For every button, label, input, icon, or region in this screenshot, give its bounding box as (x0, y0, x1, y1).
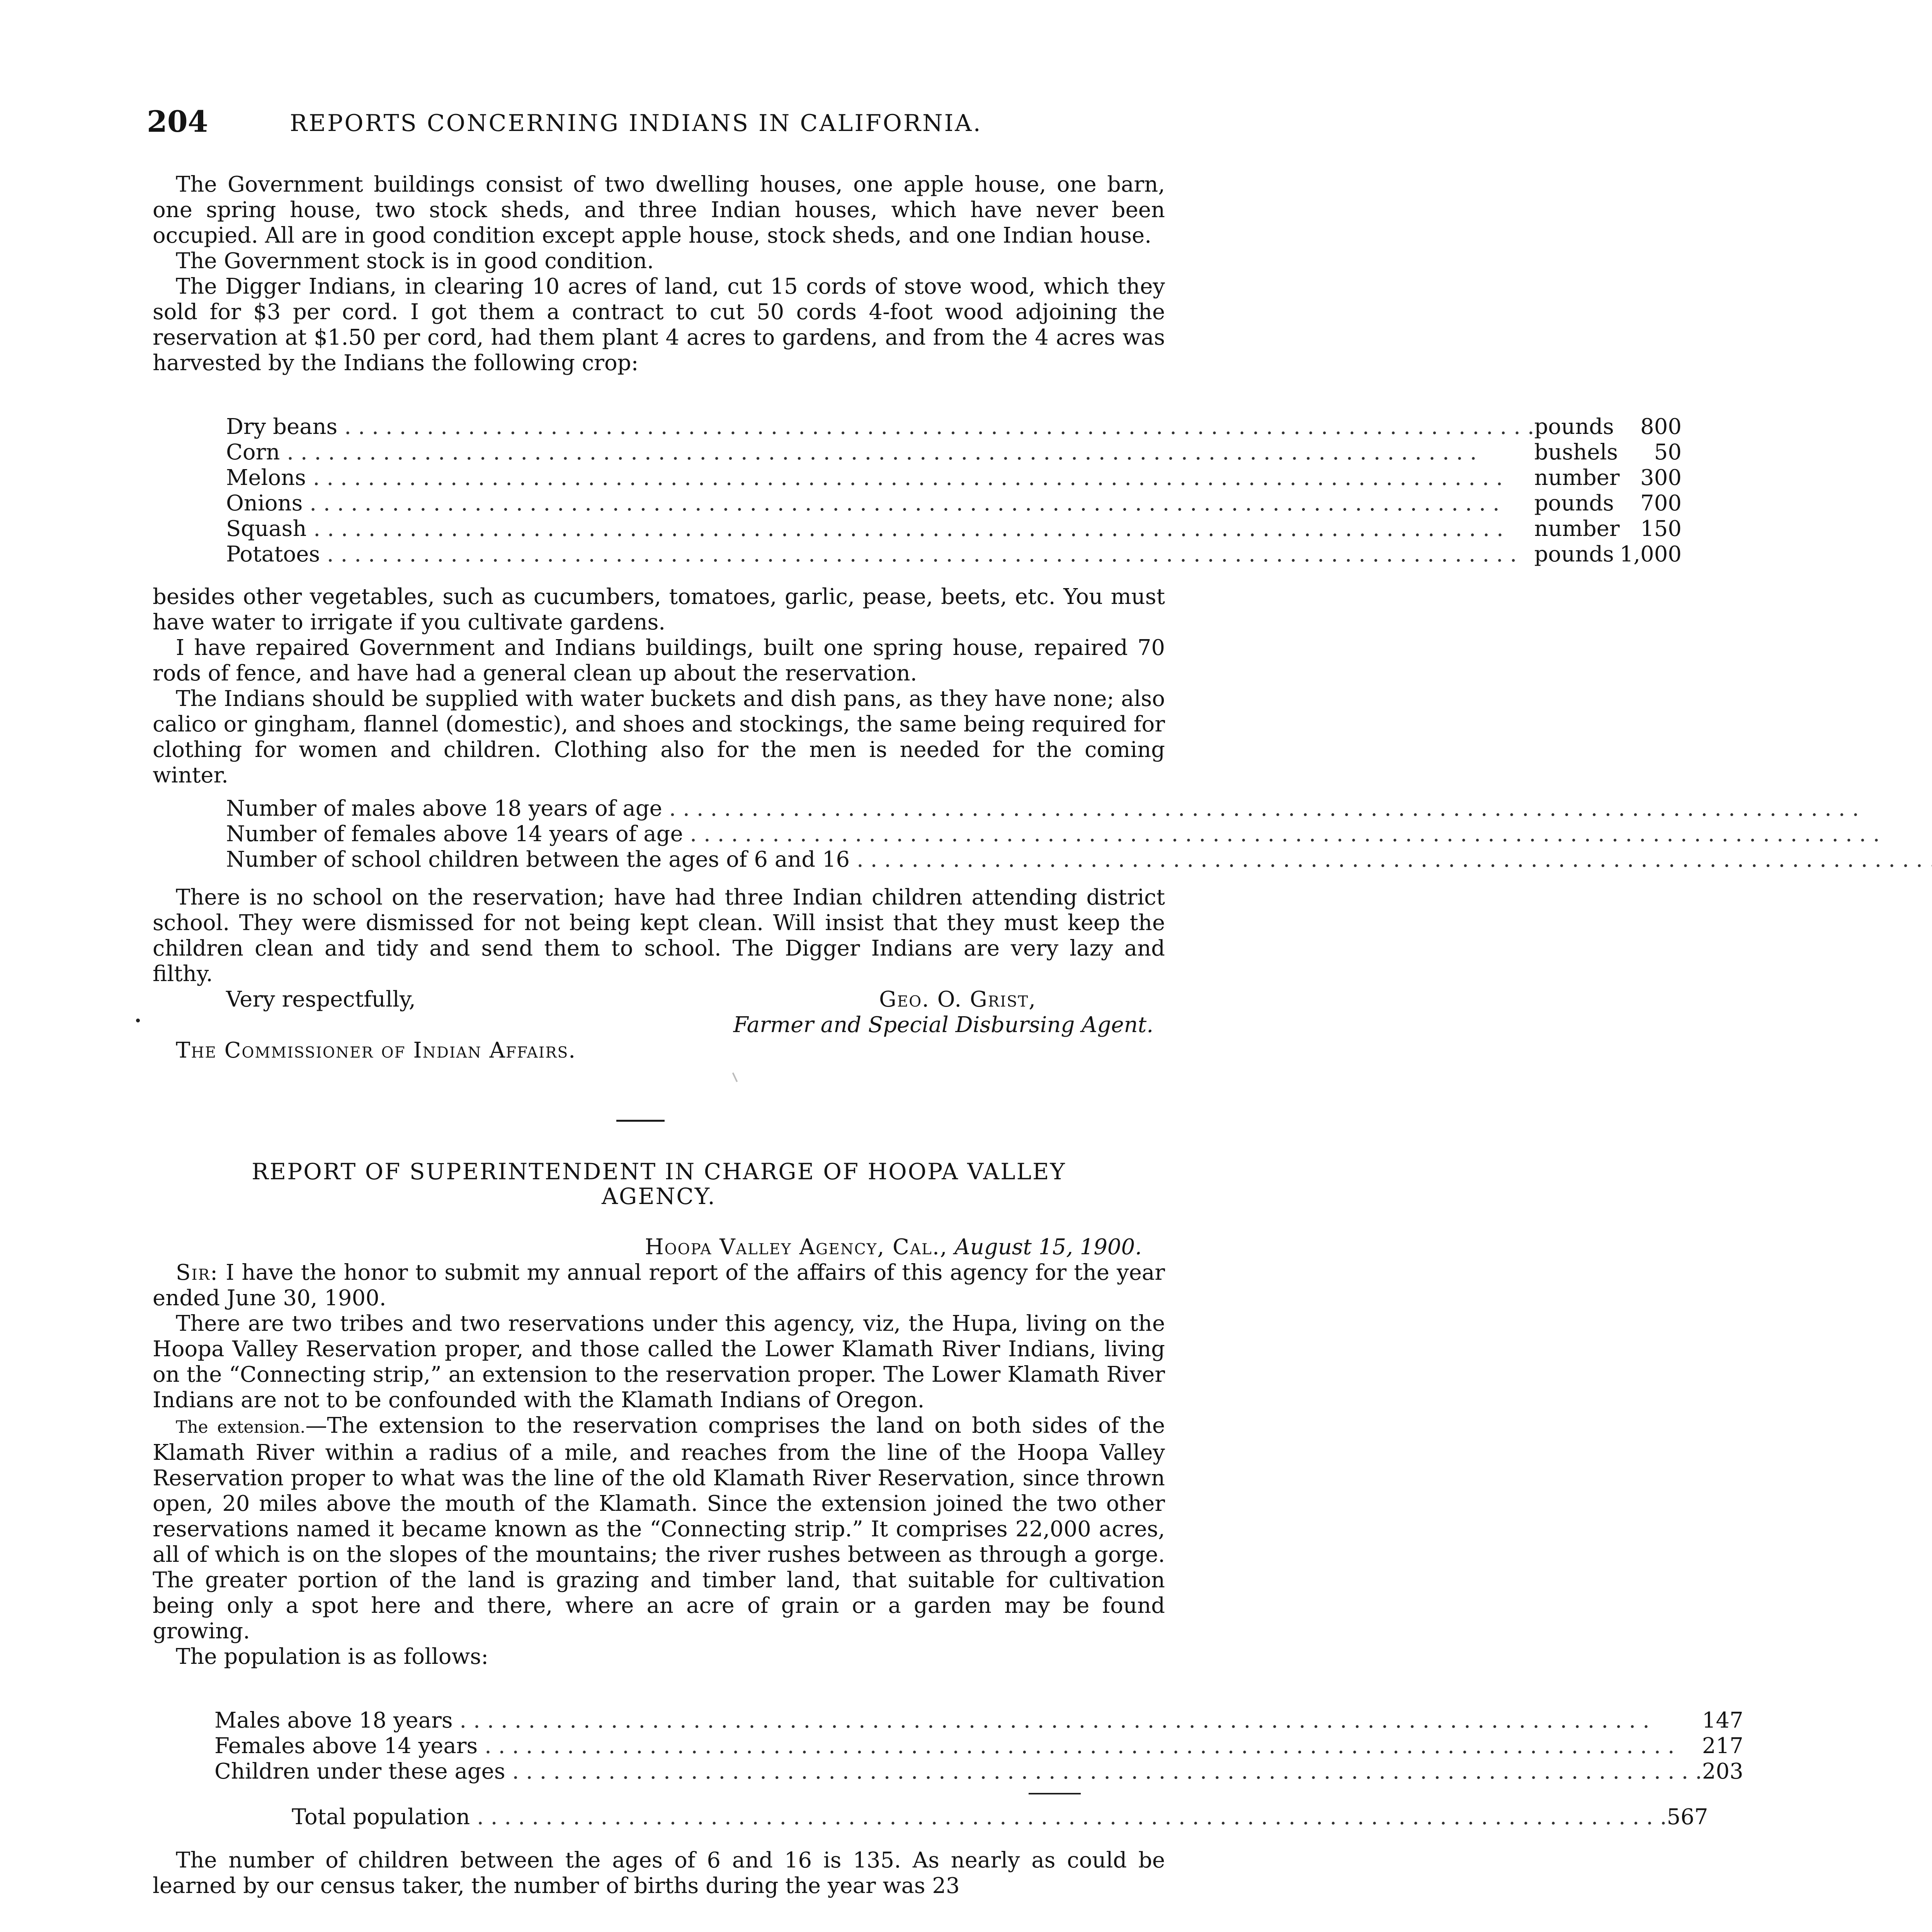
crop-qty: 300 (1640, 465, 1682, 490)
population-label: Females above 14 years . . . (214, 1733, 1702, 1759)
crop-unit: bushels (1534, 440, 1618, 465)
crop-qty: 150 (1640, 516, 1682, 541)
population-total (292, 1804, 1708, 1830)
crop-unit: pounds (1534, 542, 1614, 567)
closing-line (153, 987, 1165, 1012)
crop-item: Melons . . . (226, 465, 1534, 491)
census-label: Number of school children between the ages of 6 and 16 . . . (226, 847, 1932, 872)
paragraph-extension (153, 1413, 1165, 1644)
table-row (226, 465, 1682, 491)
section2-tail (153, 1848, 1165, 1899)
signer-title: Farmer and Special Disbursing Agent. (733, 1012, 1153, 1037)
dateline-date: August 15, 1900. (954, 1235, 1142, 1260)
paragraph-children-births: The number of children between the ages of 6 and 16 is 135. As nearly as could be learned by our census taker, the number of births during the year was 23 (153, 1848, 1165, 1898)
table-row (226, 542, 1682, 567)
table-row (214, 1708, 1743, 1733)
paragraph-tribes: There are two tribes and two reservations under this agency, viz, the Hupa, living on the Hoopa Valley Reservation proper, and those called the Lower Klamath River Indians, living on the “Connecting strip,” an extension to the reservation proper. The Lower Klamath River Indians are not to be confounded with the Klamath Indians of Oregon. (153, 1311, 1165, 1413)
salutation: Sir: (176, 1260, 219, 1285)
crop-qty: 800 (1640, 414, 1682, 439)
paragraph-school: There is no school on the reservation; have had three Indian children attending district school. They were dismissed for not being kept clean. Will insist that they must keep the children clean and tidy and send them to school. The Digger Indians are very lazy and filthy. (153, 885, 1165, 986)
paragraph-population-intro: The population is as follows: (176, 1644, 489, 1669)
census-label: Number of males above 18 years of age . . . (226, 796, 1932, 821)
addressee: The Commissioner of Indian Affairs. (176, 1038, 577, 1063)
paragraph-supplies: The Indians should be supplied with water buckets and dish pans, as they have none; also calico or gingham, flannel (domestic), and shoes and stockings, the same being required for clothing for women and children. Clothing also for the men is needed for the coming winter. (153, 686, 1165, 788)
crop-item: Onions . . . (226, 491, 1534, 516)
population-value: 203 (1702, 1759, 1743, 1784)
running-title: REPORTS CONCERNING INDIANS IN CALIFORNIA. (290, 110, 982, 137)
total-value: 567 (1667, 1804, 1708, 1830)
total-label: Total population . . . (292, 1804, 1667, 1830)
table-row (226, 796, 1932, 821)
paragraph-annual-report (153, 1260, 1165, 1311)
table-row (226, 491, 1682, 516)
report-title-line1: REPORT OF SUPERINTENDENT IN CHARGE OF HOOPA VALLEY (252, 1158, 1066, 1185)
margin-mark (136, 1019, 140, 1022)
table-row (214, 1733, 1743, 1759)
paragraph-stock: The Government stock is in good condition. (176, 248, 654, 274)
crop-unit: pounds (1534, 414, 1614, 439)
crop-unit: number (1534, 465, 1620, 490)
census-table (226, 796, 1932, 872)
population-label: Children under these ages . . . (214, 1759, 1702, 1784)
table-row (292, 1804, 1708, 1830)
table-row (214, 1759, 1743, 1784)
dateline-place: Hoopa Valley Agency, Cal., (645, 1235, 948, 1260)
table-row (226, 440, 1682, 465)
signer-name: Geo. O. Grist, (879, 987, 1037, 1012)
section-divider (616, 1120, 665, 1122)
section1-middle (153, 584, 1165, 788)
stray-mark (732, 1072, 738, 1082)
report-title-line2: AGENCY. (602, 1183, 716, 1209)
population-value: 217 (1702, 1733, 1743, 1759)
table-row (226, 847, 1932, 872)
crop-unit: pounds (1534, 491, 1614, 516)
crop-item: Squash . . . (226, 516, 1534, 542)
population-table (214, 1708, 1743, 1784)
total-rule (1029, 1793, 1081, 1794)
paragraph-buildings: The Government buildings consist of two dwelling houses, one apple house, one barn, one spring house, two stock sheds, and three Indian houses, which have never been occupied. All are in good condition except apple house, stock sheds, and one Indian house. (153, 172, 1165, 248)
table-row (226, 414, 1682, 440)
crop-item: Corn . . . (226, 440, 1534, 465)
paragraph-vegetables: besides other vegetables, such as cucumbers, tomatoes, garlic, pease, beets, etc. You must have water to irrigate if you cultivate gardens. (153, 584, 1165, 635)
crop-table (226, 414, 1682, 567)
table-row (226, 516, 1682, 542)
table-row (226, 821, 1932, 847)
page-header (147, 104, 1167, 147)
paragraph-digger-indians: The Digger Indians, in clearing 10 acres of land, cut 15 cords of stove wood, which they sold for $3 per cord. I got them a contract to cut 50 cords 4-foot wood adjoining the reservation at $1.50 per cord, had them plant 4 acres to gardens, and from the 4 acres was harvested by the Indians the following crop: (153, 274, 1165, 376)
population-value: 147 (1702, 1708, 1743, 1733)
paragraph-extension-text: —The extension to the reservation comprises the land on both sides of the Klamath River within a radius of a mile, and reaches from the line of the Hoopa Valley Reservation proper to what was the line of the old Klamath River Reservation, since thrown open, 20 miles above the mouth of the Klamath. Since the extension joined the two other reservations named it became known as the “Connecting strip.” It comprises 22,000 acres, all of which is on the slopes of the mountains; the river rushes between as through a gorge. The greater portion of the land is grazing and timber land, that suitable for cultivation being only a spot here and there, where an acre of grain or a garden may be found growing. (153, 1413, 1165, 1644)
section1-intro (153, 172, 1165, 376)
crop-item: Potatoes . . . (226, 542, 1534, 567)
side-heading: The extension. (176, 1417, 306, 1437)
crop-qty: 700 (1640, 491, 1682, 516)
paragraph-annual-report-text: I have the honor to submit my annual report of the affairs of this agency for the year ended June 30, 1900. (153, 1260, 1165, 1311)
section1-closing (153, 885, 1165, 1063)
dateline (153, 1235, 1165, 1260)
crop-unit: number (1534, 516, 1620, 541)
census-label: Number of females above 14 years of age . . . (226, 821, 1932, 847)
crop-qty: 50 (1654, 440, 1682, 465)
crop-item: Dry beans . . . (226, 414, 1534, 440)
closing-phrase: Very respectfully, (226, 987, 416, 1012)
population-label: Males above 18 years . . . (214, 1708, 1702, 1733)
section2-body (153, 1235, 1165, 1670)
section2-title (153, 1159, 1165, 1209)
page-number: 204 (147, 104, 208, 139)
paragraph-repairs: I have repaired Government and Indians buildings, built one spring house, repaired 70 rods of fence, and have had a general clean up about the reservation. (153, 635, 1165, 686)
crop-qty: 1,000 (1619, 542, 1682, 567)
